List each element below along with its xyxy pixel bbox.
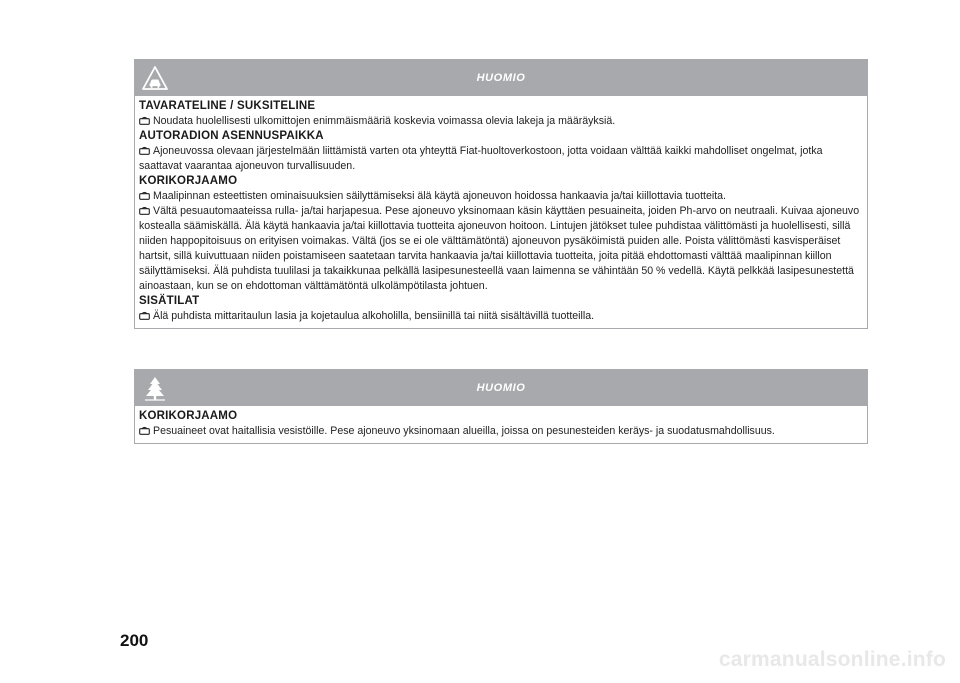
section-heading-radio: AUTORADION ASENNUSPAIKKA xyxy=(139,130,324,142)
bullet-icon xyxy=(139,191,150,200)
section-heading-bodywork: KORIKORJAAMO xyxy=(139,175,238,187)
paragraph-text: Vältä pesuautomaateissa rulla- ja/tai harjapesua. Pese ajoneuvo yksinomaan käsin käyttäen pesuaineita, joiden Ph-arvo on neutraali. Kuivaa ajoneuvo kostealla säämiskällä. Älä käytä hankaavia ja/tai kiillottavia tuotteita ajoneuvon hoitoon. Lintujen jätökset tulee puhdistaa välittömästi ja huolellisesti, sillä niiden happopitoisuus on erityisen voimakas. Vältä (jos se ei ole välttämätöntä) ajoneuvon pysäköimistä puiden alle. Poista välittömästi kasvisperäiset hartsit, sillä kuivuttuaan niiden poistamiseen saatetaan tarvita hankaavia ja/tai kiillottavia tuotteita, joita pitää ehdottomasti välttää maalipinnan kiillon säilyttämiseksi. Älä puhdista tuulilasi ja takaikkunaa pelkällä lasipesunesteellä vaan laimenna se vähintään 50 % vedellä. Käytä pelkkää lasipesunestettä ainoastaan, kun se on ehdottoman välttämätöntä ulkolämpötilasta johtuen. xyxy=(139,205,860,292)
bullet-icon xyxy=(139,116,150,125)
paragraph-text: Älä puhdista mittaritaulun lasia ja kojetaulua alkoholilla, bensiinillä tai niitä sisältävillä tuotteilla. xyxy=(153,310,595,322)
notice-header xyxy=(135,60,867,96)
bullet-icon xyxy=(139,206,150,215)
bullet-icon xyxy=(139,146,150,155)
paragraph-text: Ajoneuvossa olevaan järjestelmään liittämistä varten ota yhteyttä Fiat-huoltoverkostoon, jotta voidaan välttää kaikki mahdolliset ongelmat, jotka saattavat vaarantaa ajoneuvon turvallisuuden. xyxy=(139,145,823,172)
notice-header xyxy=(135,370,867,406)
paragraph-text: Pesuaineet ovat haitallisia vesistöille. Pese ajoneuvo yksinomaan alueilla, joissa on pesunesteiden keräys- ja suodatusmahdollisuus. xyxy=(153,425,775,437)
notice-title: HUOMIO xyxy=(476,382,526,394)
bullet-icon xyxy=(139,311,150,320)
paragraph xyxy=(139,144,864,174)
notice-body xyxy=(135,96,867,328)
notice-box-1 xyxy=(134,59,868,329)
paragraph-text: Noudata huolellisesti ulkomittojen enimmäismääriä koskevia voimassa olevia lakeja ja määräyksiä. xyxy=(153,115,616,127)
watermark: carmanualsonline.info xyxy=(718,648,946,671)
paragraph xyxy=(139,204,864,294)
notice-title: HUOMIO xyxy=(476,72,526,84)
notice-box-2 xyxy=(134,369,868,444)
section-heading-roof-rack: TAVARATELINE / SUKSITELINE xyxy=(139,100,316,112)
paragraph xyxy=(139,114,864,129)
section-heading-bodywork: KORIKORJAAMO xyxy=(139,410,238,422)
paragraph-text: Maalipinnan esteettisten ominaisuuksien säilyttämiseksi älä käytä ajoneuvon hoidossa hankaavia ja/tai kiillottavia tuotteita. xyxy=(153,190,726,202)
paragraph xyxy=(139,309,864,324)
paragraph xyxy=(139,424,864,439)
bullet-icon xyxy=(139,426,150,435)
page-number: 200 xyxy=(120,631,149,650)
paragraph xyxy=(139,189,864,204)
section-heading-interior: SISÄTILAT xyxy=(139,295,200,307)
notice-body xyxy=(135,406,867,443)
